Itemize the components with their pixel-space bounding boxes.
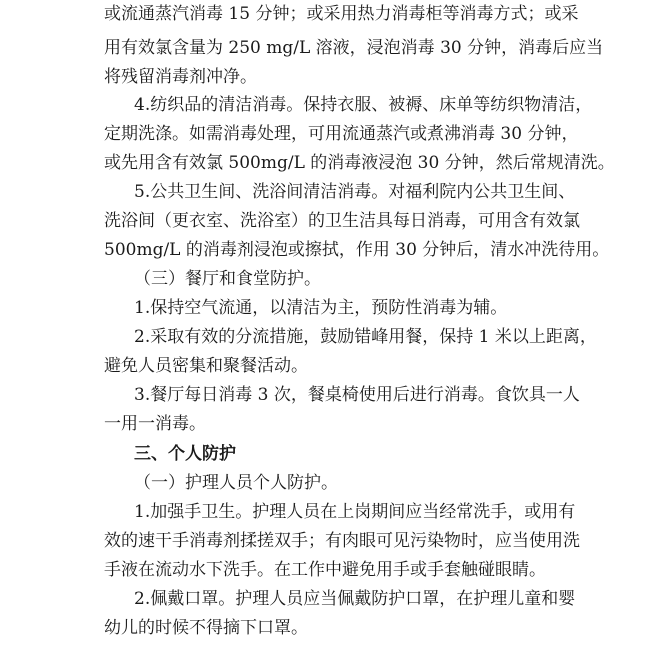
line-text: 500mg/L 的消毒剂浸泡或擦拭，作用 30 分钟后，清水冲洗待用。 — [104, 240, 610, 260]
line-text: 避免人员密集和聚餐活动。 — [104, 356, 308, 376]
line-text: 一用一消毒。 — [104, 414, 206, 434]
line-text: 或流通蒸汽消毒 15 分钟；或采用热力消毒柜等消毒方式；或采 — [104, 4, 579, 24]
line-text: 1.加强手卫生。护理人员在上岗期间应当经常洗手，或用有 — [134, 502, 576, 522]
line-text: 或先用含有效氯 500mg/L 的消毒液浸泡 30 分钟，然后常规清洗。 — [104, 153, 615, 173]
text-line — [0, 407, 666, 441]
line-text: 用有效氯含量为 250 mg/L 溶液，浸泡消毒 30 分钟，消毒后应当 — [104, 38, 604, 58]
line-text: 3.餐厅每日消毒 3 次，餐桌椅使用后进行消毒。食饮具一人 — [134, 385, 580, 405]
line-text: 5.公共卫生间、洗浴间清洁消毒。对福利院内公共卫生间、 — [134, 182, 576, 202]
text-line — [0, 611, 666, 645]
line-text: 4.纺织品的清洁消毒。保持衣服、被褥、床单等纺织物清洁， — [134, 95, 593, 115]
section-heading: 三、个人防护 — [134, 444, 236, 464]
line-text: 幼儿的时候不得摘下口罩。 — [104, 618, 308, 638]
line-text: 2.佩戴口罩。护理人员应当佩戴防护口罩，在护理儿童和婴 — [134, 589, 576, 609]
line-text: 效的速干手消毒剂揉搓双手；有肉眼可见污染物时，应当使用洗 — [104, 531, 580, 551]
text-line — [0, 0, 666, 31]
line-text: 2.采取有效的分流措施，鼓励错峰用餐，保持 1 米以上距离， — [134, 327, 597, 347]
line-text: 将残留消毒剂冲净。 — [104, 67, 257, 87]
line-text: 定期洗涤。如需消毒处理，可用流通蒸汽或煮沸消毒 30 分钟， — [104, 124, 579, 144]
line-text: 1.保持空气流通，以清洁为主，预防性消毒为辅。 — [134, 298, 508, 318]
section-subheading: （一）护理人员个人防护。 — [134, 473, 338, 493]
section-subheading: （三）餐厅和食堂防护。 — [134, 269, 321, 289]
line-text: 手液在流动水下洗手。在工作中避免用手或手套触碰眼睛。 — [104, 560, 546, 580]
line-text: 洗浴间（更衣室、洗浴室）的卫生洁具每日消毒，可用含有效氯 — [104, 211, 580, 231]
